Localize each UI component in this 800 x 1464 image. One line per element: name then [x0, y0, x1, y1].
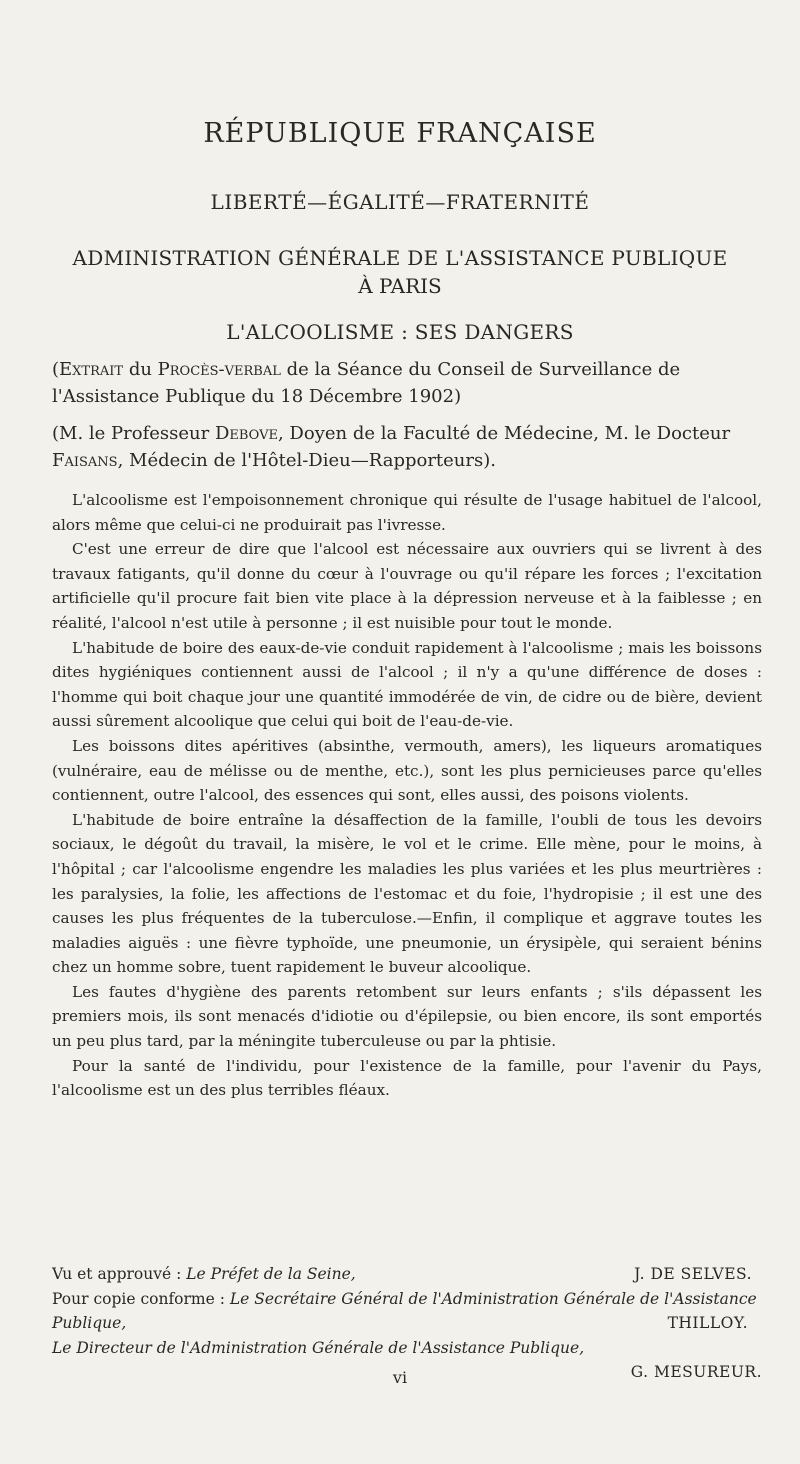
signature-block [52, 1262, 762, 1385]
extract-du: du [123, 359, 158, 380]
rapporteurs-part: , Doyen de la Faculté de Médecine, M. le Docteur [277, 423, 731, 444]
paragraph: Les boissons dites apéritives (absinthe, vermouth, amers), les liqueurs aromatiques (vulnéraire, eau de mélisse ou de menthe, etc.), sont les plus pernicieuses parce qu'elles contiennent, outre l'alcool, des essences qui sont, elles aussi, des poisons violents. [52, 736, 762, 805]
prefect-signature [52, 1262, 762, 1287]
secretary-name: THILLOY. [667, 1314, 748, 1332]
paragraph: L'alcoolisme est l'empoisonnement chronique qui résulte de l'usage habituel de l'alcool, alors même que celui-ci ne produirait pas l'ivresse. [52, 491, 762, 534]
paragraph: C'est une erreur de dire que l'alcool est nécessaire aux ouvriers qui se livrent à des travaux fatigants, qu'il donne du cœur à l'ouvrage ou qu'il répare les forces ; l'excitation artificielle qu'il procure fait bien vite place à la dépression nerveuse et à la faiblesse ; en réalité, l'alcool n'est utile à personne ; il est nuisible pour tout le monde. [52, 540, 762, 632]
extract-rest: de la Séance du Conseil de Surveillance de l'Assistance Publique du 18 Décembre 1902) [52, 359, 681, 407]
rapporteurs-note [52, 420, 772, 474]
administration-title: ADMINISTRATION GÉNÉRALE DE L'ASSISTANCE PUBLIQUE [72, 246, 728, 270]
rapporteurs-part: (M. le Professeur [52, 423, 215, 444]
subject-title: L'ALCOOLISME : SES DANGERS [226, 320, 574, 344]
director-name: G. MESUREUR. [630, 1363, 762, 1381]
prefect-title: Le Préfet de la Seine, [186, 1265, 356, 1283]
prefect-name: J. DE SELVES. [634, 1265, 752, 1283]
paragraph: Pour la santé de l'individu, pour l'existence de la famille, pour l'avenir du Pays, l'alcoolisme est un des plus terribles fléaux. [52, 1056, 762, 1100]
extract-note [52, 356, 772, 410]
paragraph: L'habitude de boire entraîne la désaffection de la famille, l'oubli de tous les devoirs sociaux, le dégoût du travail, la misère, le vol et le crime. Elle mène, pour le moins, à l'hôpital ; car l'alcoolisme engendre les maladies les plus variées et les plus meurtrières : les paralysies, la folie, les affections de l'estomac et du foie, l'hydropisie ; il est une des causes les plus fréquentes de la tuberculose.—Enfin, il complique et aggrave toutes les maladies aiguës : une fièvre typhoïde, une pneumonie, un érysipèle, qui seraient bénins chez un homme sobre, tuent rapidement le buveur alcoolique. [52, 810, 762, 977]
proces-verbal-word: Procès-verbal [157, 359, 281, 380]
copy-label: Pour copie conforme : [52, 1289, 230, 1308]
secretary-title: Le Secrétaire Général de l'Administration Générale de l'Assistance Publique, [52, 1289, 757, 1332]
rapporteurs-part: , Médecin de l'Hôtel-Dieu—Rapporteurs). [117, 450, 496, 471]
republic-heading: RÉPUBLIQUE FRANÇAISE [203, 118, 597, 149]
administration-city: À PARIS [358, 274, 442, 298]
rapporteur-name: Debove [214, 423, 278, 444]
motto: LIBERTÉ—ÉGALITÉ—FRATERNITÉ [210, 190, 590, 214]
director-title: Le Directeur de l'Administration Générale de l'Assistance Publique, [52, 1338, 585, 1357]
body-text [52, 488, 762, 1103]
paragraph: Les fautes d'hygiène des parents retombent sur leurs enfants ; s'ils dépassent les premiers mois, ils sont menacés d'idiotie ou d'épilepsie, ou bien encore, ils sont emportés un peu plus tard, par la méningite tuberculeuse ou par la phtisie. [52, 982, 762, 1051]
page-number: vi [392, 1368, 408, 1387]
extract-open: ( [52, 359, 60, 380]
approved-label: Vu et approuvé : [52, 1265, 187, 1283]
extract-word: Extrait [59, 359, 124, 380]
rapporteur-name: Faisans [52, 450, 118, 471]
secretary-signature [52, 1287, 762, 1336]
paragraph: L'habitude de boire des eaux-de-vie conduit rapidement à l'alcoolisme ; mais les boissons dites hygiéniques contiennent aussi de l'alcool ; il n'y a qu'une différence de doses : l'homme qui boit chaque jour une quantité immodérée de vin, de cidre ou de bière, devient aussi sûrement alcoolique que celui qui boit de l'eau-de-vie. [52, 638, 762, 731]
